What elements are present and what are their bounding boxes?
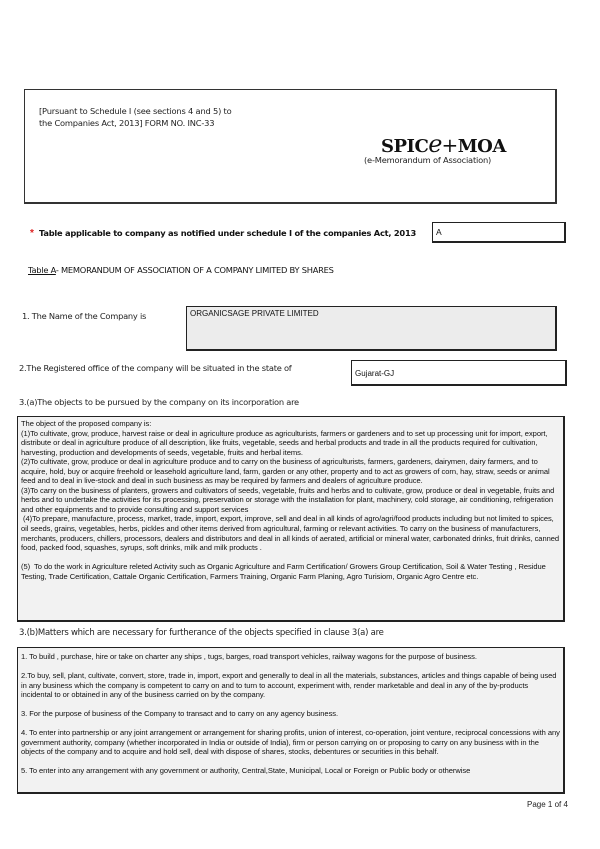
table-applicable-label: Table applicable to company as notified under schedule I of the companies Act, 2013 — [39, 228, 416, 238]
matters-label: 3.(b)Matters which are necessary for furtherance of the objects specified in clause 3(a) are — [19, 628, 384, 638]
spice-moa-logo — [381, 130, 506, 158]
logo-subtitle: (e-Memorandum of Association) — [364, 155, 492, 165]
required-marker: * — [30, 228, 34, 239]
objects-paragraph: (3)To carry on the business of planters, growers and cultivators of seeds, vegetable, fruits and herbs and to cultivate, grow, produce or deal in vegetable, fruits and herbs and to undertake the activities for its processing, preservation or storage with the installation for plant, machinery, cold storage, air conditioning, refrigeration and other equipments and to provide consulting and support services — [21, 485, 557, 514]
company-name-label: 1. The Name of the Company is — [22, 311, 147, 321]
pursuant-text — [39, 105, 269, 129]
table-a-title — [28, 265, 334, 275]
objects-label: 3.(a)The objects to be pursued by the company on its incorporation are — [19, 397, 299, 407]
objects-paragraph: (2)To cultivate, grow, produce or deal in agriculture produce and to carry on the business of agriculturists, farmers, gardeners, dairymen, dairy farmers, and to acquire, hold, buy or acquire freehold or leasehold agriculture land, farm, garden or any other, property and to act as growers of corn, hay, straw, seeds or animal feed and to deal in live-stock and deal in such business as may be required by farmers and dealers of agriculture produce. — [21, 457, 552, 486]
matters-paragraph: 3. For the purpose of business of the Company to transact and to carry on any agency business. — [21, 709, 339, 719]
matters-paragraph: 1. To build , purchase, hire or take on charter any ships , tugs, barges, road transport vehicles, railway wagons for the purpose of business. — [21, 652, 477, 661]
objects-paragraph: (5) To do the work in Agriculture releted Activity such as Organic Agriculture and Farm Certification/ Growers Group Certification, Soil & Water Testing , Residue Testing, Trade Certification, Cattale Organic Certification, Farmers Training, Organic Farm Planing, Agro Turisiom, Organic Agro Centre etc. — [21, 562, 548, 581]
objects-paragraph: The object of the proposed company is: — [21, 419, 152, 428]
matters-paragraph: 4. To enter into partnership or any joint arrangement or arrangement for sharing profits, union of interest, co-operation, joint venture, reciprocal concessions with any government authority, company (whether incorporated in India or outside of India), firm or person carrying on or proposing to carry on any business with in the objects of the company and to acquire and hold sell, deal with dispose of shares, stocks, debentures or securities in this behalf. — [21, 728, 562, 757]
matters-paragraph: 2.To buy, sell, plant, cultivate, convert, store, trade in, import, export and generally to deal in all the materials, substances, articles and things capable of being used in any business which the company is competent to carry on and to turn to account, experiment with, render marketable and deal in any of the by-products incidental to or obtained in any of the business carried on by the company. — [21, 671, 559, 700]
objects-paragraph: (1)To cultivate, grow, produce, harvest raise or deal in agriculture produce as agriculturists, farmers or gardeners and to set up processing unit for import, export, distribute or deal in agriculture produce of all description, like fruits, vegetable, seeds and herbal products and trade in all the products required for cultivation, harvesting, production and developments of seeds, vegetable, fruits and herbal items. — [21, 428, 550, 457]
table-a-underlined: Table A — [28, 265, 56, 275]
pursuant-line-1: [Pursuant to Schedule I (see sections 4 and 5) to — [39, 106, 232, 116]
pursuant-line-2: the Companies Act, 2013] FORM NO. INC-33 — [39, 118, 215, 128]
table-a-title-rest: - MEMORANDUM OF ASSOCIATION OF A COMPANY LIMITED BY SHARES — [55, 265, 334, 275]
logo-part-spic: SPIC — [381, 136, 429, 157]
matters-paragraph: 5. To enter into any arrangement with any government or authority, Central,State, Municipal, Local or Foreign or Public body or otherwise — [21, 766, 471, 776]
table-applicable-field[interactable]: A — [432, 222, 566, 243]
matters-textarea[interactable] — [17, 647, 565, 794]
company-name-field[interactable]: ORGANICSAGE PRIVATE LIMITED — [186, 306, 557, 351]
objects-paragraph: (4)To prepare, manufacture, process, market, trade, import, export, improve, sell and deal in all kinds of agro/agri/food products including but not limited to spices, oil seeds, grains, vegetables, herbs, pickles and other items derived from agricultural, farming or relevant activities. To carry on the business of manufacturers, merchants, producers, chillers, processors, dealers and distributors and deal in all kinds of aerated, artificial or mineral water, carbonated drinks, fruit drinks, canned food, packed food, squashes, syrups, soft drinks, milk and milk products . — [21, 514, 562, 553]
objects-textarea[interactable] — [17, 416, 565, 622]
logo-part-e: e — [428, 130, 442, 158]
state-field[interactable]: Gujarat-GJ — [351, 360, 567, 386]
logo-part-plus: + — [441, 133, 458, 157]
registered-office-label: 2.The Registered office of the company will be situated in the state of — [19, 363, 292, 373]
page-number: Page 1 of 4 — [527, 800, 568, 809]
logo-part-moa: MOA — [457, 136, 506, 157]
